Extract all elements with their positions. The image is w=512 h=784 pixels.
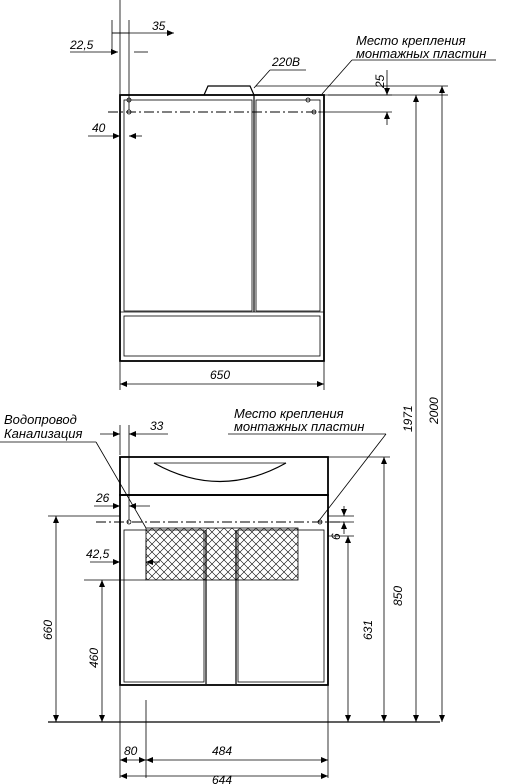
dim-2000-label: 2000 — [427, 397, 441, 424]
dim-35-label: 35 — [152, 19, 166, 33]
dim-460-label: 460 — [87, 647, 101, 668]
sewer-label: Канализация — [4, 426, 83, 441]
washbasin — [154, 463, 286, 482]
cabinet-bottom-shelf — [124, 316, 320, 356]
dim-22-5-label: 22,5 — [70, 38, 94, 52]
dim-644-label: 644 — [212, 773, 233, 784]
mount-plates-label-bottom-2: монтажных пластин — [234, 419, 365, 434]
overall-dimensions — [256, 86, 448, 722]
plumbing-zone — [146, 528, 298, 580]
dim-220v-label: 220В — [272, 55, 301, 69]
mirror-cabinet-body — [120, 95, 324, 361]
dim-631-label: 631 — [361, 619, 375, 640]
dim-1971-label: 1971 — [401, 405, 415, 432]
dim-80-label: 80 — [124, 744, 138, 758]
dim-42-5-label: 42,5 — [86, 547, 110, 561]
cabinet-left-panel — [124, 100, 252, 311]
dim-25-label: 25 — [373, 74, 387, 88]
dim-40-label: 40 — [92, 121, 106, 135]
vanity-cabinet-body — [120, 495, 328, 685]
lamp-fixture — [204, 86, 254, 95]
dim-650-label: 650 — [210, 368, 231, 382]
mount-plates-label-top-1: Место крепления — [356, 33, 466, 48]
dim-850-label: 850 — [391, 585, 405, 606]
mount-plates-label-bottom-1: Место крепления — [234, 406, 344, 421]
dim-26-label: 26 — [96, 491, 110, 505]
mount-plates-label-top-2: монтажных пластин — [356, 46, 487, 61]
dim-6-label: 6 — [329, 533, 343, 540]
dim-660-label: 660 — [41, 619, 55, 640]
vanity-unit-view — [0, 406, 440, 784]
dim-33-label: 33 — [150, 419, 164, 433]
water-supply-label: Водопровод — [4, 412, 77, 427]
mirror-cabinet-view — [69, 0, 496, 390]
dim-484-label: 484 — [212, 744, 233, 758]
cabinet-right-door — [256, 100, 320, 311]
